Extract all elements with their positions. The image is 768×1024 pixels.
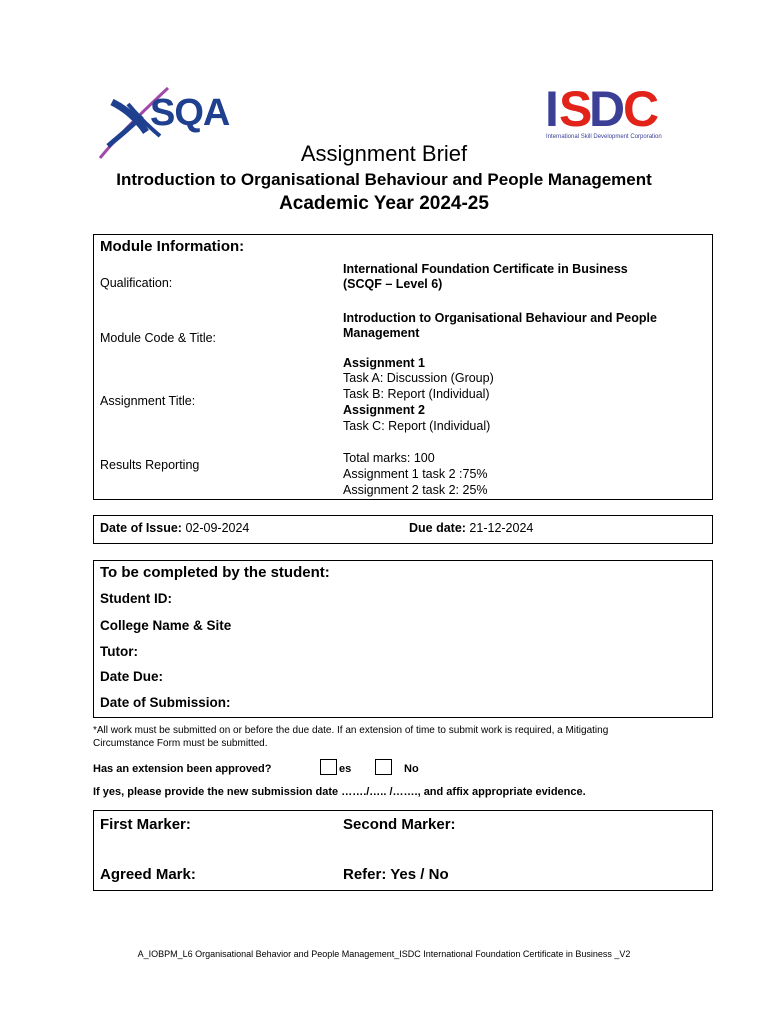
isdc-logo-subtext: International Skill Development Corporation (546, 134, 662, 140)
submission-note-line-1: *All work must be submitted on or before the due date. If an extension of time to submit work is required, a Mitigating (93, 725, 609, 736)
footer-text: A_IOBPM_L6 Organisational Behavior and People Management_ISDC International Foundation Certificate in Business _V2 (137, 949, 631, 959)
refer-field[interactable]: Refer: Yes / No (343, 866, 449, 883)
isdc-logo-text-c: C (623, 81, 657, 137)
yes-checkbox[interactable] (320, 759, 337, 775)
due-date-label: Due date: (409, 521, 466, 535)
second-marker-field[interactable]: Second Marker: (343, 816, 456, 833)
assignment-2-heading: Assignment 2 (343, 403, 425, 417)
if-yes-instruction: If yes, please provide the new submission date ……./….. /……., and affix appropriate evidence. (93, 786, 586, 798)
task-b: Task B: Report (Individual) (343, 387, 490, 401)
qualification-label: Qualification: (100, 276, 173, 290)
date-of-submission-field[interactable]: Date of Submission: (100, 695, 231, 710)
task-a: Task A: Discussion (Group) (343, 371, 494, 385)
qualification-value-1: International Foundation Certificate in Business (343, 262, 628, 276)
task-c: Task C: Report (Individual) (343, 419, 491, 433)
results-total: Total marks: 100 (343, 451, 435, 465)
academic-year: Academic Year 2024-25 (279, 193, 489, 214)
isdc-logo-text-dc: D (589, 81, 623, 137)
college-name-field[interactable]: College Name & Site (100, 618, 232, 633)
tutor-field[interactable]: Tutor: (100, 644, 138, 659)
module-value-1: Introduction to Organisational Behaviour and People (343, 311, 657, 325)
due-date (409, 521, 533, 535)
date-of-issue (100, 521, 249, 535)
module-code-label: Module Code & Title: (100, 331, 217, 345)
isdc-logo-text-s: S (559, 81, 591, 137)
extension-question: Has an extension been approved? (93, 763, 272, 775)
qualification-value-2: (SCQF – Level 6) (343, 277, 443, 291)
assignment-1-heading: Assignment 1 (343, 356, 425, 370)
results-assignment-2: Assignment 2 task 2: 25% (343, 483, 488, 497)
no-checkbox[interactable] (375, 759, 392, 775)
page-title: Assignment Brief (300, 141, 468, 166)
isdc-logo-text-i: I (545, 81, 557, 137)
sqa-logo-text: SQA (150, 92, 230, 134)
date-of-issue-value: 02-09-2024 (181, 521, 250, 535)
results-reporting-label: Results Reporting (100, 458, 200, 472)
first-marker-field[interactable]: First Marker: (100, 816, 191, 833)
no-label: No (404, 763, 419, 775)
isdc-logo (545, 81, 675, 144)
student-heading: To be completed by the student: (100, 564, 330, 581)
submission-note-line-2: Circumstance Form must be submitted. (93, 738, 268, 749)
module-value-2: Management (343, 326, 420, 340)
page-subtitle: Introduction to Organisational Behaviour and People Management (116, 170, 652, 189)
agreed-mark-field[interactable]: Agreed Mark: (100, 866, 196, 883)
student-id-field[interactable]: Student ID: (100, 591, 172, 606)
assignment-title-label: Assignment Title: (100, 394, 196, 408)
module-information-heading: Module Information: (100, 238, 245, 255)
results-assignment-1: Assignment 1 task 2 :75% (343, 467, 488, 481)
date-of-issue-label: Date of Issue: (100, 521, 182, 535)
due-date-value: 21-12-2024 (465, 521, 534, 535)
date-due-field[interactable]: Date Due: (100, 669, 164, 684)
yes-label: es (339, 763, 352, 775)
